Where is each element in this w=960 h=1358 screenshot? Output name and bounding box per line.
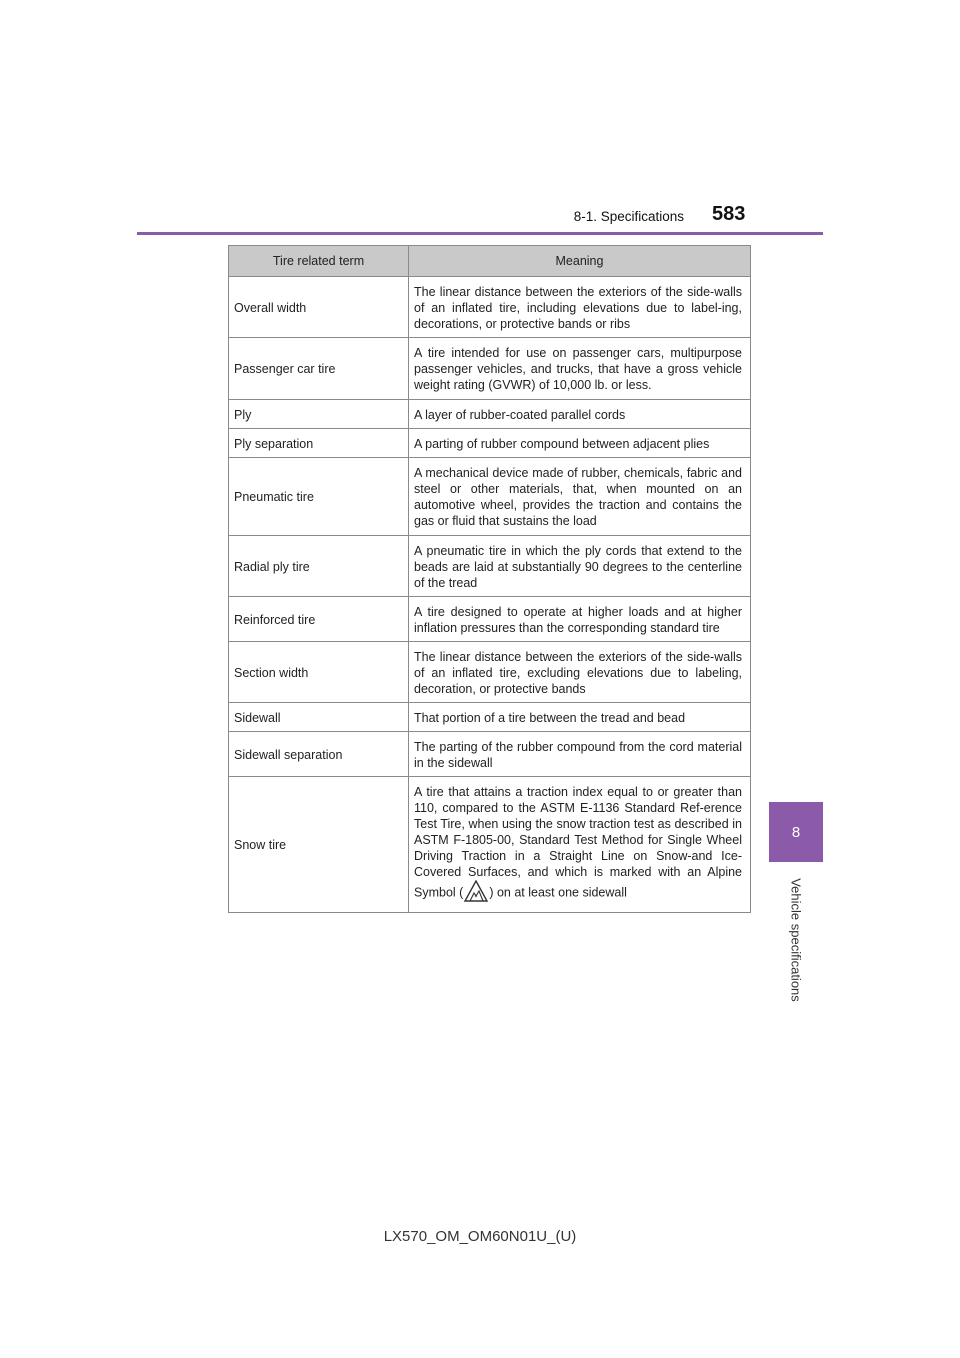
- page-number: 583: [712, 203, 746, 225]
- tire-terms-table: [228, 245, 751, 913]
- chapter-number: 8: [791, 823, 801, 841]
- chapter-label: Vehicle specifications: [788, 878, 804, 1002]
- meaning-cell: A pneumatic tire in which the ply cords that extend to the beads are laid at substantially 90 degrees to the centerline of the tread: [409, 536, 751, 597]
- term-cell: Reinforced tire: [229, 597, 409, 642]
- term-cell: Ply separation: [229, 429, 409, 458]
- column-header-meaning: Meaning: [409, 246, 751, 277]
- meaning-cell: A tire intended for use on passenger cars, multipurpose passenger vehicles, and trucks, that have a gross vehicle weight rating (GVWR) of 10,000 lb. or less.: [409, 338, 751, 400]
- term-cell: Sidewall separation: [229, 732, 409, 777]
- meaning-cell: [409, 777, 751, 913]
- table-row: [229, 732, 751, 777]
- table-row: [229, 338, 751, 400]
- table-row: [229, 400, 751, 429]
- term-cell: Passenger car tire: [229, 338, 409, 400]
- term-cell: Section width: [229, 642, 409, 703]
- snow-tire-text-after: ) on at least one sidewall: [489, 885, 627, 900]
- term-cell: Snow tire: [229, 777, 409, 913]
- table-row: [229, 642, 751, 703]
- chapter-tab[interactable]: [769, 802, 823, 862]
- table-row: [229, 536, 751, 597]
- meaning-cell: That portion of a tire between the tread and bead: [409, 703, 751, 732]
- term-cell: Radial ply tire: [229, 536, 409, 597]
- meaning-cell: A tire designed to operate at higher loads and at higher inflation pressures than the corresponding standard tire: [409, 597, 751, 642]
- column-header-term: Tire related term: [229, 246, 409, 277]
- meaning-cell: A layer of rubber-coated parallel cords: [409, 400, 751, 429]
- alpine-symbol-icon: [464, 880, 488, 906]
- table-row: [229, 458, 751, 536]
- snow-tire-text-before: A tire that attains a traction index equal to or greater than 110, compared to the ASTM E-1136 Standard Ref-erence Test Tire, when using the snow traction test as described in ASTM F-1805-00, Standard Test Method for Single Wheel Driving Traction in a Straight Line on Snow-and Ice-Covered Surfaces, and which is marked with an Alpine Symbol (: [414, 785, 742, 900]
- meaning-cell: The linear distance between the exteriors of the side-walls of an inflated tire, including elevations due to label-ing, decorations, or protective bands or ribs: [409, 277, 751, 338]
- meaning-cell: A mechanical device made of rubber, chemicals, fabric and steel or other materials, that, when mounted on an automotive wheel, provides the traction and contains the gas or fluid that sustains the load: [409, 458, 751, 536]
- term-cell: Ply: [229, 400, 409, 429]
- table-row: [229, 597, 751, 642]
- meaning-cell: The linear distance between the exteriors of the side-walls of an inflated tire, excluding elevations due to labeling, decoration, or protective bands: [409, 642, 751, 703]
- table-row: [229, 703, 751, 732]
- term-cell: Pneumatic tire: [229, 458, 409, 536]
- meaning-cell: The parting of the rubber compound from the cord material in the sidewall: [409, 732, 751, 777]
- term-cell: Overall width: [229, 277, 409, 338]
- table-row: [229, 429, 751, 458]
- table-row-snow-tire: [229, 777, 751, 913]
- table-header-row: [229, 246, 751, 277]
- svg-text:*: *: [474, 894, 478, 901]
- meaning-cell: A parting of rubber compound between adjacent plies: [409, 429, 751, 458]
- table-row: [229, 277, 751, 338]
- header-rule: [137, 232, 823, 235]
- term-cell: Sidewall: [229, 703, 409, 732]
- document-code: LX570_OM_OM60N01U_(U): [383, 1228, 577, 1245]
- header-section-title: 8-1. Specifications: [573, 209, 684, 224]
